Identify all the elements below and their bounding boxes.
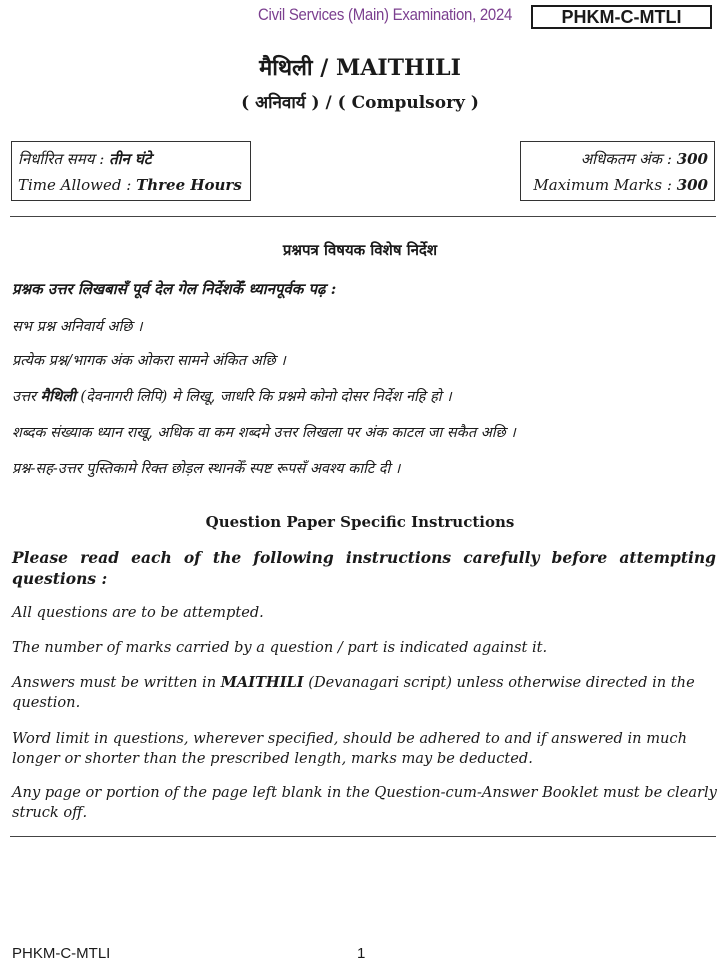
hindi-instructions-heading: प्रश्नपत्र विषयक विशेष निर्देश [282, 241, 438, 259]
hindi-instruction-3 [12, 386, 452, 406]
marks-en-line [527, 172, 708, 198]
marks-en-value: 300 [676, 176, 708, 194]
divider-top [10, 216, 716, 217]
english-instruction-5: Any page or portion of the page left blank in the Question-cum-Answer Booklet must be clearly struck off. [12, 784, 717, 821]
maximum-marks-box [520, 141, 715, 201]
hindi-instruction-2: प्रत्येक प्रश्न/भागक अंक ओकरा सामने अंकित अछि । [12, 353, 286, 369]
time-allowed-box [11, 141, 251, 201]
time-hi-label: निर्धारित समय : [18, 150, 105, 168]
footer-paper-code: PHKM-C-MTLI [12, 945, 111, 962]
english-instruction-4: Word limit in questions, wherever specified, should be adhered to and if answered in much longer or shorter than the prescribed length, marks may be deducted. [12, 730, 688, 767]
hindi-instruction-3-post: (देवनागरी लिपि) मे लिखू, जाधरि कि प्रश्नमे कोनो दोसर निर्देश नहि हो । [80, 389, 452, 405]
hindi-instruction-4: शब्दक संख्याक ध्यान राखू, अधिक वा कम शब्दमे उत्तर लिखला पर अंक काटल जा सकैत अछि । [12, 425, 516, 441]
english-instruction-2: The number of marks carried by a question / part is indicated against it. [12, 639, 548, 656]
english-instructions-lead: Please read each of the following instructions carefully before attempting [12, 548, 716, 567]
english-instructions-heading: Question Paper Specific Instructions [205, 513, 515, 531]
hindi-instructions-lead: प्रश्नक उत्तर लिखबासँ पूर्व देल गेल निर्देशकेँ ध्यानपूर्वक पढ़ : [12, 280, 337, 298]
english-instruction-1: All questions are to be attempted. [12, 604, 264, 621]
paper-title: मैथिली / MAITHILI [259, 55, 461, 81]
hindi-instruction-3-bold: मैथिली [40, 388, 76, 405]
exam-title: Civil Services (Main) Examination, 2024 [258, 5, 513, 24]
footer-page-number: 1 [357, 945, 366, 962]
marks-en-label: Maximum Marks : [533, 176, 672, 194]
time-hi-value: तीन घंटे [109, 150, 152, 168]
marks-hi-label: अधिकतम अंक : [580, 150, 672, 168]
english-instruction-3-bold: MAITHILI [220, 674, 304, 691]
hindi-instruction-1: सभ प्रश्न अनिवार्य अछि । [12, 319, 143, 335]
marks-hi-line [527, 146, 708, 172]
english-instruction-3-post: (Devanagari script) unless otherwise directed in the question. [12, 674, 695, 711]
time-en-line [18, 172, 244, 198]
time-hi-line [18, 146, 244, 172]
english-instruction-3-pre: Answers must be written in [12, 674, 217, 691]
divider-bottom [10, 836, 716, 837]
paper-subtitle: ( अनिवार्य ) / ( Compulsory ) [241, 93, 479, 113]
marks-hi-value: 300 [676, 150, 708, 168]
paper-code-box: PHKM-C-MTLI [531, 5, 712, 29]
time-en-value: Three Hours [136, 176, 242, 194]
english-instruction-3 [12, 673, 718, 713]
hindi-instruction-5: प्रश्न-सह-उत्तर पुस्तिकामे रिक्त छोड़ल स्थानकेँ स्पष्ट रूपसँ अवश्य काटि दी । [12, 461, 401, 477]
english-instructions-lead-2: questions : [12, 569, 108, 588]
time-en-label: Time Allowed : [18, 176, 132, 194]
hindi-instruction-3-pre: उत्तर [12, 389, 36, 405]
